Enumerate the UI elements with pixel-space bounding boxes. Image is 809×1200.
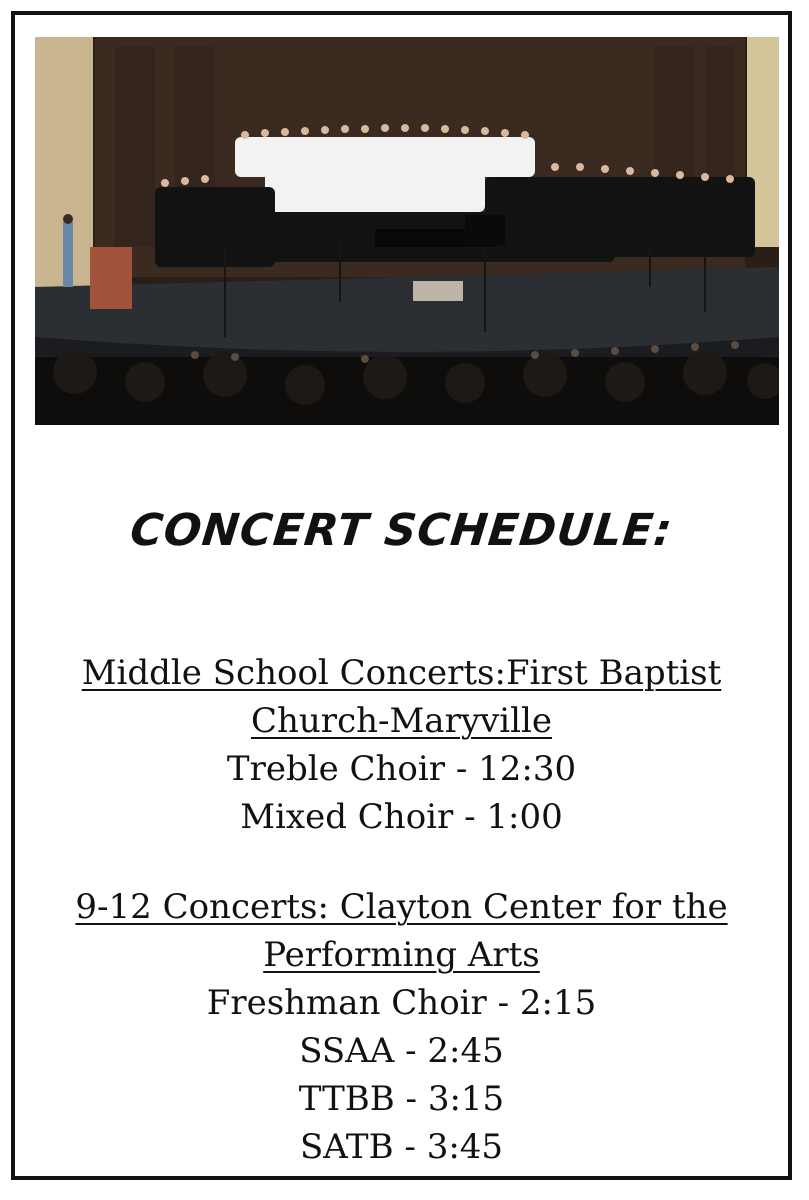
schedule-item-mixed-choir: Mixed Choir - 1:00: [240, 797, 563, 837]
high-school-title-line2: Performing Arts: [263, 935, 540, 975]
concert-schedule-heading: CONCERT SCHEDULE:: [127, 505, 676, 556]
high-school-title: [42, 883, 762, 979]
schedule-item-freshman-choir: Freshman Choir - 2:15: [206, 983, 597, 1023]
schedule-item-treble-choir: Treble Choir - 12:30: [226, 749, 577, 789]
schedule-item-ttbb: TTBB - 3:15: [298, 1079, 505, 1119]
middle-school-title: [42, 649, 762, 745]
high-school-section: [15, 883, 788, 1171]
high-school-title-line1: 9-12 Concerts: Clayton Center for the: [75, 887, 728, 927]
poster-frame: [11, 11, 792, 1180]
choir-concert-photo: [35, 37, 779, 425]
middle-school-title-line2: Church-Maryville: [251, 701, 552, 741]
middle-school-section: [15, 649, 788, 841]
middle-school-title-line1: Middle School Concerts:First Baptist: [81, 653, 722, 693]
schedule-item-satb: SATB - 3:45: [299, 1127, 504, 1167]
schedule-item-ssaa: SSAA - 2:45: [299, 1031, 504, 1071]
choir-stage-illustration: [35, 37, 779, 425]
